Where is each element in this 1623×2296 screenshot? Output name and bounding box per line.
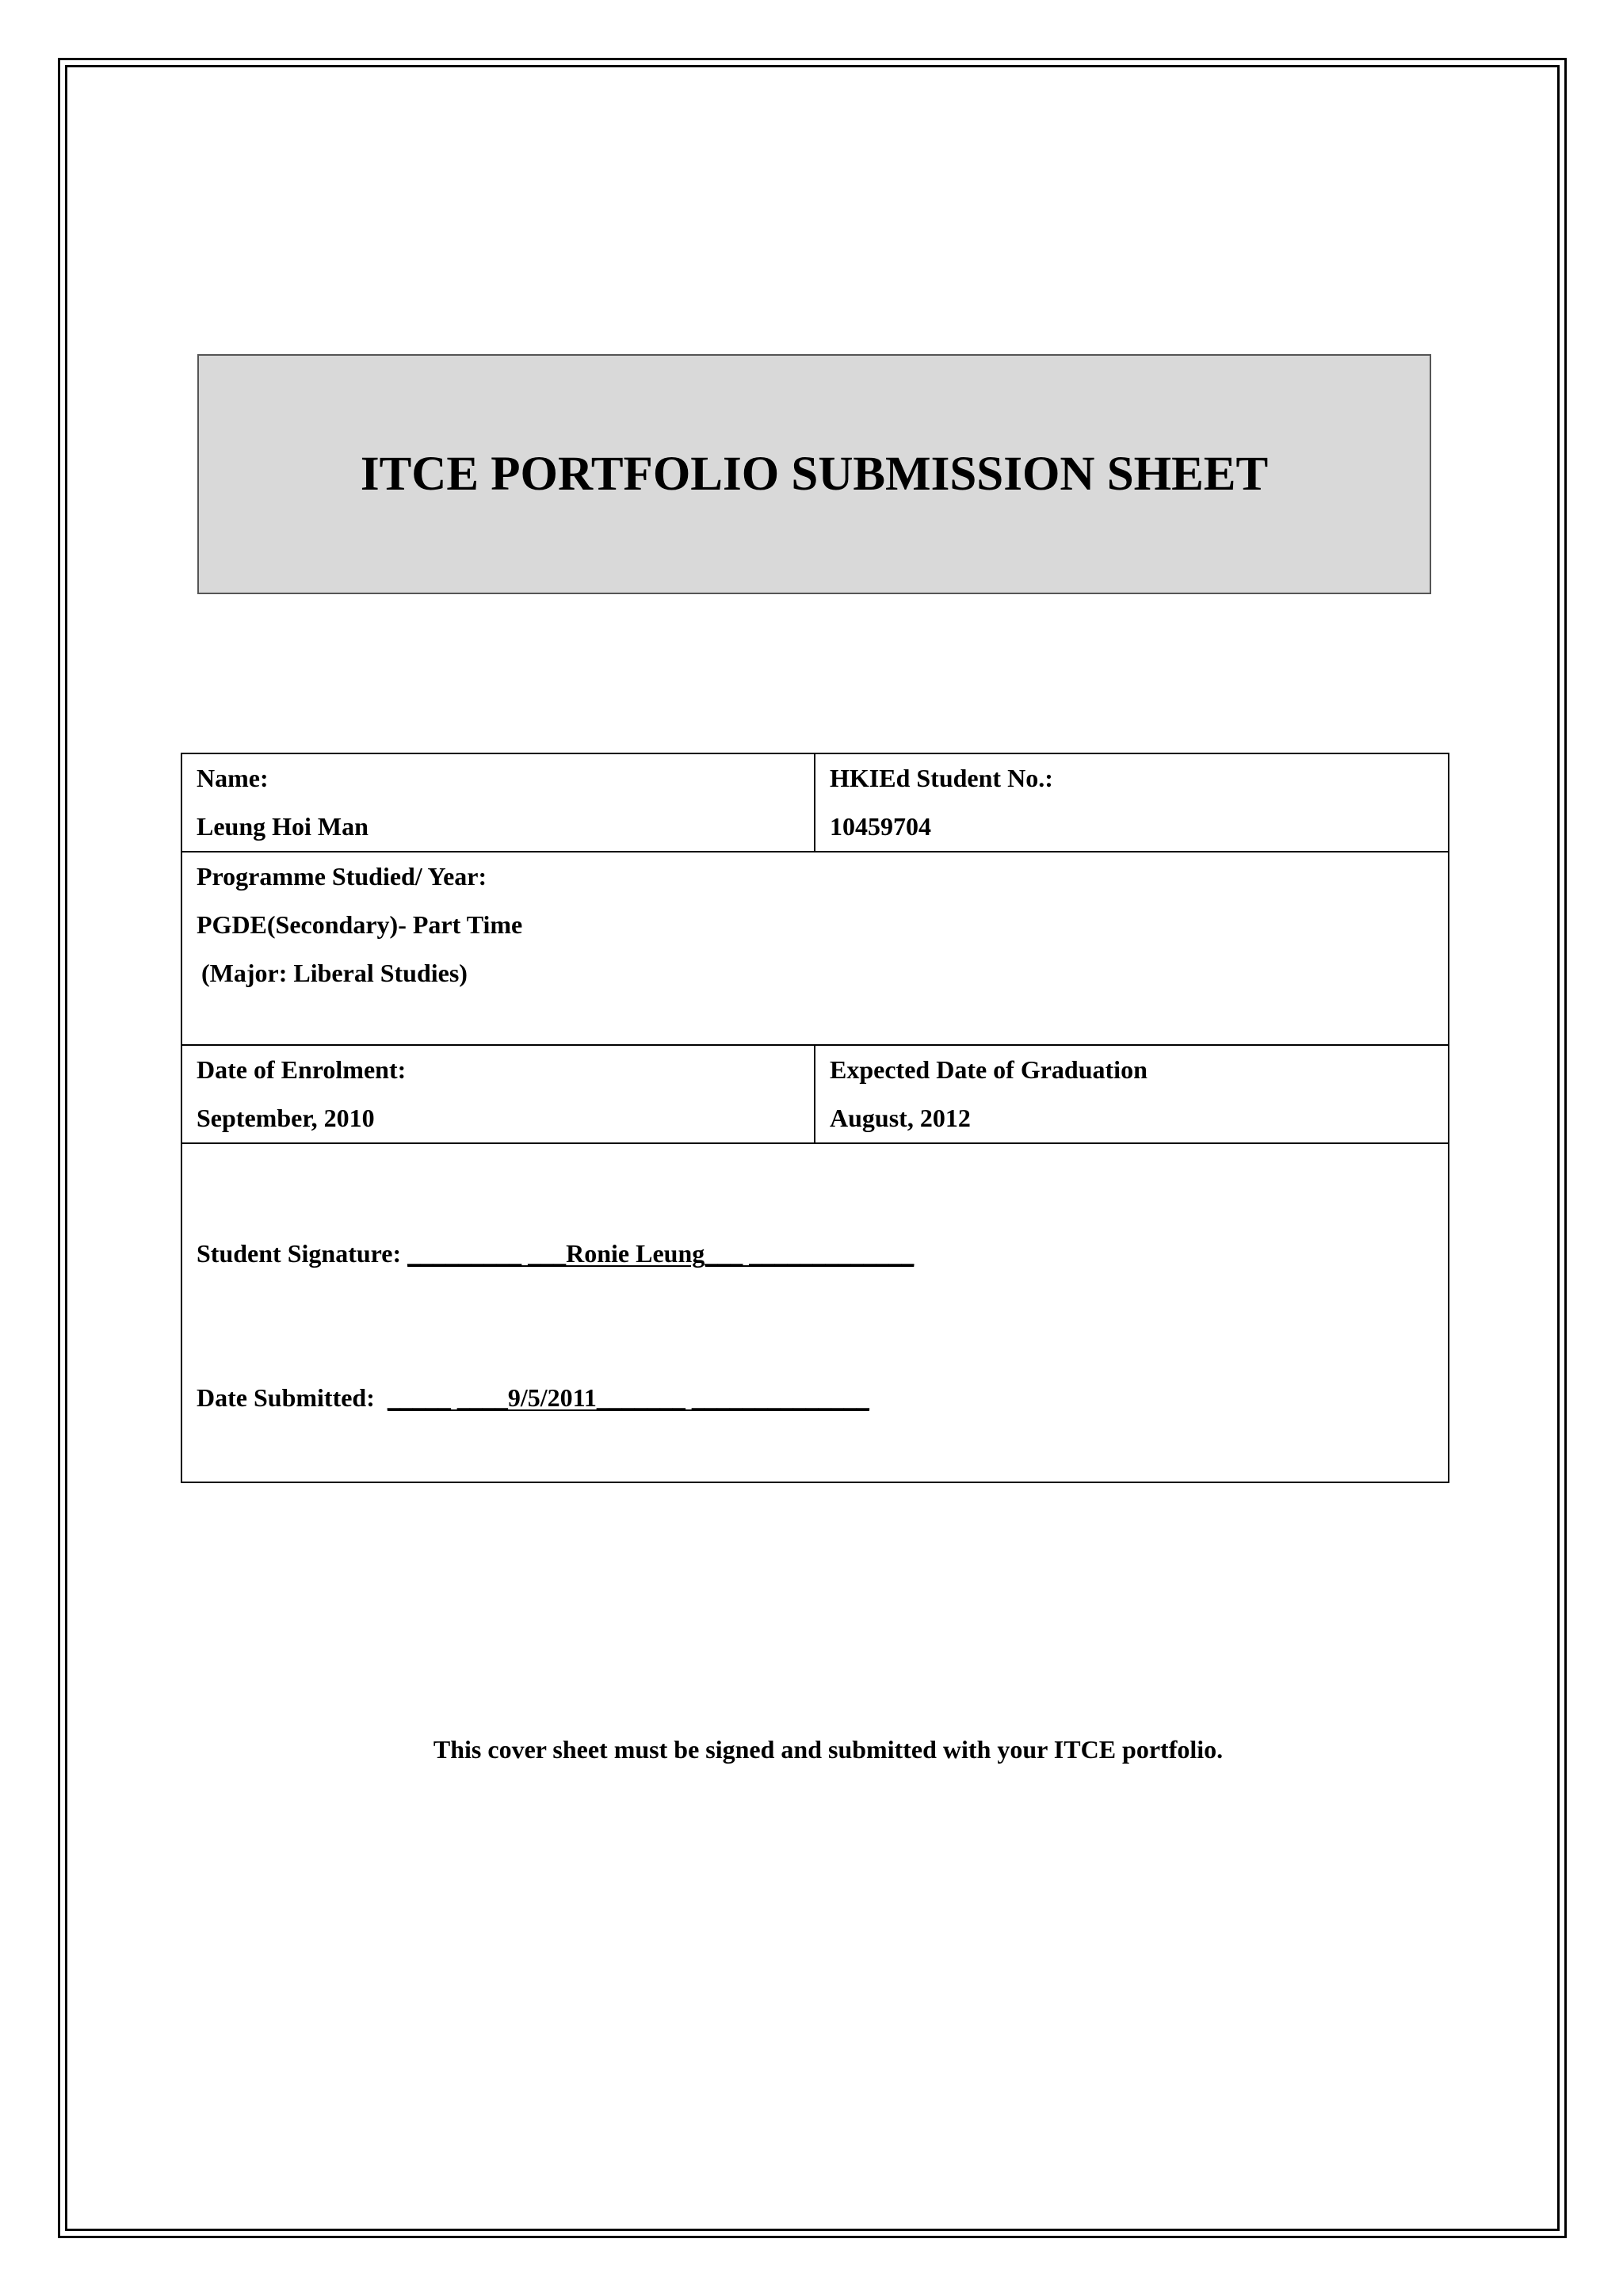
info-table	[181, 753, 1449, 1483]
signature-block	[197, 1144, 1434, 1482]
name-cell	[181, 753, 815, 852]
footer-note: This cover sheet must be signed and submitted with your ITCE portfolio.	[433, 1735, 1224, 1764]
submitted-line	[197, 1383, 869, 1413]
student-no-label: HKIEd Student No.:	[830, 764, 1053, 792]
row-name	[181, 753, 1449, 852]
title-box	[197, 354, 1431, 594]
signature-label: Student Signature:	[197, 1239, 408, 1268]
row-dates	[181, 1045, 1449, 1143]
graduation-label: Expected Date of Graduation	[830, 1055, 1148, 1084]
enrolment-value: September, 2010	[197, 1104, 375, 1132]
programme-major: (Major: Liberal Studies)	[201, 959, 468, 987]
graduation-value: August, 2012	[830, 1104, 971, 1132]
signature-cell	[181, 1143, 1449, 1482]
row-programme	[181, 852, 1449, 1045]
name-label: Name:	[197, 764, 269, 792]
student-no-cell	[815, 753, 1449, 852]
submitted-value: _____ ____9/5/2011_______ ______________	[387, 1383, 869, 1412]
submitted-label: Date Submitted:	[197, 1383, 388, 1412]
graduation-cell	[815, 1045, 1449, 1143]
page-title: ITCE PORTFOLIO SUBMISSION SHEET	[360, 447, 1269, 501]
student-no-value: 10459704	[830, 812, 931, 841]
signature-line	[197, 1239, 914, 1268]
programme-label: Programme Studied/ Year:	[197, 862, 487, 891]
row-signature	[181, 1143, 1449, 1482]
signature-value: _________ ___Ronie Leung___ _____________	[407, 1239, 915, 1268]
programme-cell	[181, 852, 1449, 1045]
enrolment-label: Date of Enrolment:	[197, 1055, 407, 1084]
enrolment-cell	[181, 1045, 815, 1143]
name-value: Leung Hoi Man	[197, 812, 369, 841]
programme-value: PGDE(Secondary)- Part Time	[197, 910, 523, 939]
